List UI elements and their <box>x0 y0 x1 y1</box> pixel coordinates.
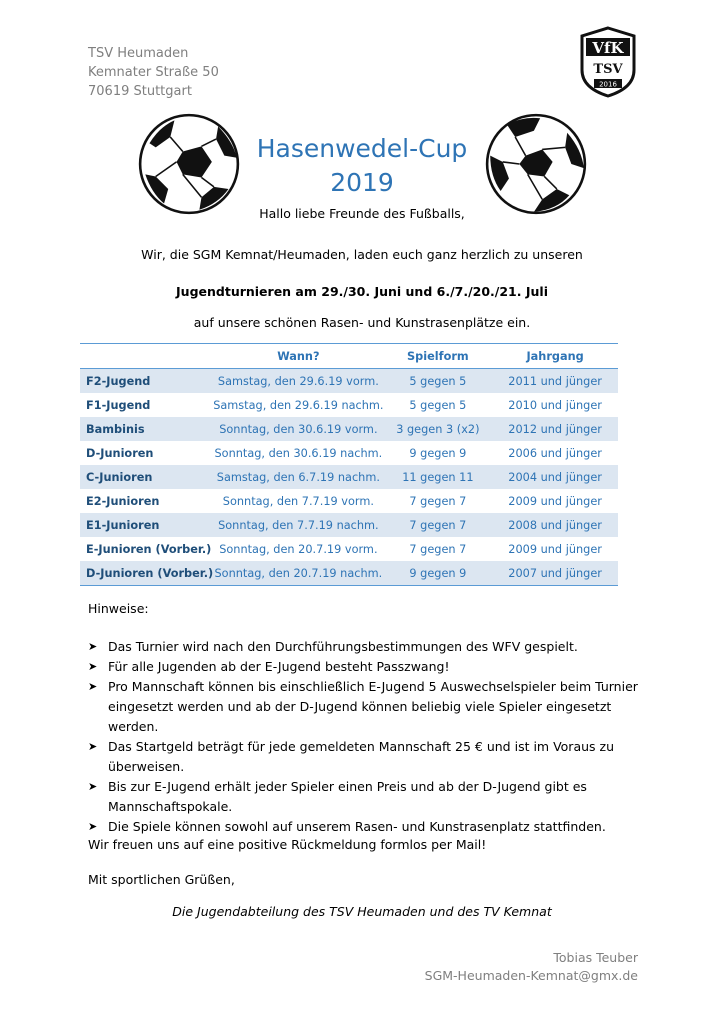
list-item <box>88 817 648 837</box>
when-cell: Samstag, den 29.6.19 nachm. <box>213 398 384 412</box>
notes-list <box>88 637 648 837</box>
column-header-year: Jahrgang <box>492 344 618 369</box>
arrow-bullet-icon: ➤ <box>88 820 98 833</box>
arrow-bullet-icon: ➤ <box>88 640 98 653</box>
page-title-year: 2019 <box>330 168 394 197</box>
table-row <box>80 417 618 441</box>
form-cell: 7 gegen 7 <box>409 494 467 508</box>
venue-text: auf unsere schönen Rasen- und Kunstrasenplätze ein. <box>193 315 531 330</box>
note-line: Pro Mannschaft können bis einschließlich E-Jugend 5 Auswechselspieler beim Turnier <box>108 679 638 694</box>
sender-name: TSV Heumaden <box>88 46 189 61</box>
note-line: Die Spiele können sowohl auf unserem Rasen- und Kunstrasenplatz stattfinden. <box>108 819 606 834</box>
form-cell: 5 gegen 5 <box>409 398 467 412</box>
sender-address <box>88 44 219 101</box>
column-header-when: Wann? <box>213 344 383 369</box>
note-line: Für alle Jugenden ab der E-Jugend besteht Passzwang! <box>108 659 450 674</box>
list-item <box>88 637 648 657</box>
when-cell: Sonntag, den 7.7.19 nachm. <box>213 513 383 537</box>
contact-name: Tobias Teuber <box>553 950 638 965</box>
logo-middle-text: TSV <box>593 62 623 77</box>
club-logo <box>578 26 638 98</box>
form-cell: 11 gegen 11 <box>384 465 493 489</box>
year-cell: 2004 und jünger <box>492 465 618 489</box>
year-cell: 2009 und jünger <box>508 542 602 556</box>
notes-heading: Hinweise: <box>88 601 149 616</box>
when-cell: Samstag, den 29.6.19 vorm. <box>213 369 383 394</box>
table-row <box>80 393 618 417</box>
form-cell: 9 gegen 9 <box>409 446 467 460</box>
arrow-bullet-icon: ➤ <box>88 740 98 753</box>
arrow-bullet-icon: ➤ <box>88 660 98 673</box>
note-line: eingesetzt werden und ab der D-Jugend können beliebig viele Spieler eingesetzt werden. <box>108 699 612 734</box>
table-row <box>80 561 618 586</box>
form-cell: 7 gegen 7 <box>409 542 467 556</box>
soccer-ball-icon <box>484 112 588 216</box>
table-row <box>80 537 618 561</box>
year-cell: 2010 und jünger <box>508 398 602 412</box>
team-cell: D-Junioren <box>86 446 154 460</box>
table-row <box>80 369 618 394</box>
table-row <box>80 513 618 537</box>
note-line: Bis zur E-Jugend erhält jeder Spieler einen Preis und ab der D-Jugend gibt es <box>108 779 587 794</box>
arrow-bullet-icon: ➤ <box>88 680 98 693</box>
list-item <box>88 657 648 677</box>
form-cell: 3 gegen 3 (x2) <box>384 417 493 441</box>
schedule-table <box>80 343 618 586</box>
logo-top-text: VfK <box>592 39 624 57</box>
when-cell: Sonntag, den 30.6.19 vorm. <box>213 417 383 441</box>
tournament-dates: Jugendturnieren am 29./30. Juni und 6./7./20./21. Juli <box>176 284 548 299</box>
sender-street: Kemnater Straße 50 <box>88 65 219 80</box>
arrow-bullet-icon: ➤ <box>88 780 98 793</box>
note-line: Das Startgeld beträgt für jede gemeldeten Mannschaft 25 € und ist im Voraus zu <box>108 739 614 754</box>
contact-email[interactable]: SGM-Heumaden-Kemnat@gmx.de <box>424 968 638 983</box>
list-item <box>88 677 648 737</box>
team-cell: E-Junioren (Vorber.) <box>86 542 212 556</box>
when-cell: Sonntag, den 20.7.19 vorm. <box>219 542 378 556</box>
year-cell: 2006 und jünger <box>508 446 602 460</box>
team-cell: D-Junioren (Vorber.) <box>80 561 213 586</box>
when-cell: Samstag, den 6.7.19 nachm. <box>213 465 383 489</box>
greeting-text: Hallo liebe Freunde des Fußballs, <box>259 206 465 221</box>
team-cell: F2-Jugend <box>80 369 213 394</box>
year-cell: 2009 und jünger <box>508 494 602 508</box>
table-row <box>80 465 618 489</box>
team-cell: E2-Junioren <box>86 494 160 508</box>
table-header-row <box>80 344 618 369</box>
soccer-ball-icon <box>137 112 241 216</box>
when-cell: Sonntag, den 30.6.19 nachm. <box>214 446 383 460</box>
column-header-team <box>80 344 213 369</box>
table-row <box>80 489 618 513</box>
year-cell: 2007 und jünger <box>492 561 618 586</box>
year-cell: 2011 und jünger <box>492 369 618 394</box>
sender-city: 70619 Stuttgart <box>88 84 192 99</box>
logo-year: 2016 <box>599 80 617 89</box>
year-cell: 2012 und jünger <box>492 417 618 441</box>
form-cell: 9 gegen 9 <box>384 561 493 586</box>
page-title: Hasenwedel-Cup <box>256 134 468 163</box>
contact-block <box>425 949 638 985</box>
team-cell: Bambinis <box>80 417 213 441</box>
form-cell: 5 gegen 5 <box>384 369 493 394</box>
column-header-form: Spielform <box>384 344 493 369</box>
list-item <box>88 737 648 777</box>
when-cell: Sonntag, den 7.7.19 vorm. <box>222 494 374 508</box>
list-item <box>88 777 648 817</box>
table-row <box>80 441 618 465</box>
signoff: Die Jugendabteilung des TSV Heumaden und des TV Kemnat <box>172 904 552 919</box>
team-cell: C-Junioren <box>80 465 213 489</box>
note-line: überweisen. <box>108 759 185 774</box>
when-cell: Sonntag, den 20.7.19 nachm. <box>213 561 383 586</box>
closing-text: Wir freuen uns auf eine positive Rückmeldung formlos per Mail! <box>88 837 487 852</box>
team-cell: E1-Junioren <box>80 513 213 537</box>
year-cell: 2008 und jünger <box>492 513 618 537</box>
form-cell: 7 gegen 7 <box>384 513 493 537</box>
invite-text: Wir, die SGM Kemnat/Heumaden, laden euch ganz herzlich zu unseren <box>141 247 583 262</box>
note-line: Mannschaftspokale. <box>108 799 233 814</box>
note-line: Das Turnier wird nach den Durchführungsbestimmungen des WFV gespielt. <box>108 639 578 654</box>
greeting-closing: Mit sportlichen Grüßen, <box>88 872 235 887</box>
team-cell: F1-Jugend <box>86 398 151 412</box>
